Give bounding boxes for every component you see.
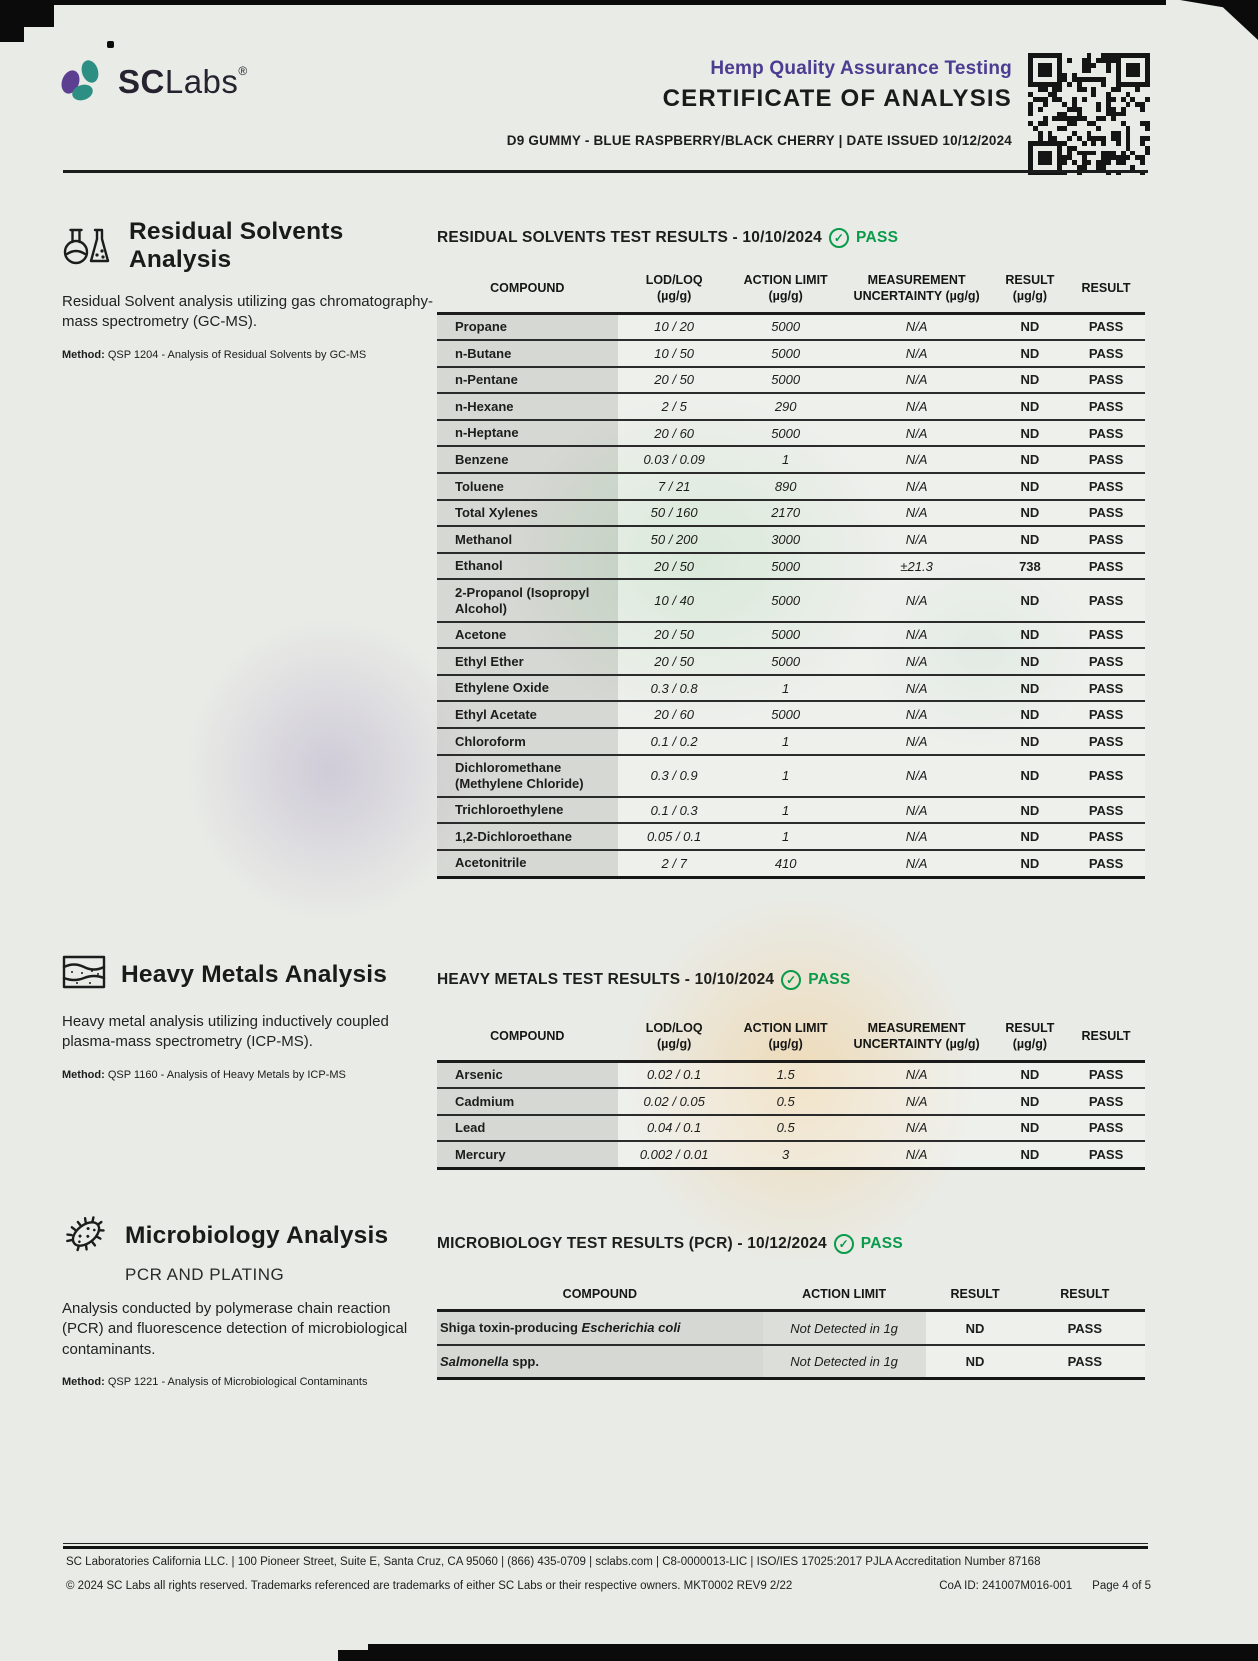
- cell-status: PASS: [1067, 850, 1145, 877]
- table-row: [437, 393, 1145, 420]
- cell-uncertainty: N/A: [841, 622, 993, 649]
- brand-sc: SC: [118, 63, 165, 100]
- scan-artifact-top-right: [1180, 0, 1258, 40]
- cell-lod-loq: 10 / 20: [618, 313, 731, 340]
- table-row: [437, 1088, 1145, 1115]
- cell-compound: Toluene: [437, 473, 618, 500]
- microbe-icon: [62, 1210, 110, 1261]
- cell-result: ND: [993, 367, 1067, 394]
- cell-status: PASS: [1067, 1061, 1145, 1088]
- cell-compound: 1,2-Dichloroethane: [437, 823, 618, 850]
- cell-result: ND: [993, 313, 1067, 340]
- cell-status: PASS: [1067, 420, 1145, 447]
- cell-uncertainty: N/A: [841, 701, 993, 728]
- cell-result: ND: [993, 473, 1067, 500]
- cell-status: PASS: [1025, 1311, 1145, 1345]
- table-row: [437, 1345, 1145, 1379]
- cell-action-limit: 5000: [731, 648, 841, 675]
- column-header: ACTION LIMIT (µg/g): [743, 273, 828, 304]
- cell-lod-loq: 20 / 50: [618, 553, 731, 580]
- cell-action-limit: 1: [731, 823, 841, 850]
- method-line: [62, 1376, 434, 1388]
- cell-action-limit: 1: [731, 728, 841, 755]
- cell-uncertainty: N/A: [841, 755, 993, 797]
- cell-uncertainty: N/A: [841, 420, 993, 447]
- cell-compound: n-Pentane: [437, 367, 618, 394]
- column-header: MEASUREMENT UNCERTAINTY (µg/g): [853, 273, 980, 304]
- pass-check-icon: ✓: [834, 1234, 854, 1254]
- cell-compound: n-Hexane: [437, 393, 618, 420]
- cell-action-limit: 3: [731, 1141, 841, 1168]
- cell-status: PASS: [1067, 728, 1145, 755]
- table-row: [437, 797, 1145, 824]
- cell-result: ND: [993, 850, 1067, 877]
- section-title: Residual Solvents Analysis: [129, 218, 344, 273]
- cell-compound: Acetonitrile: [437, 850, 618, 877]
- scan-artifact-bottom-bar: [368, 1644, 1258, 1661]
- cell-action-limit: 1: [731, 797, 841, 824]
- pass-check-icon: ✓: [829, 228, 849, 248]
- cell-status: PASS: [1067, 340, 1145, 367]
- cell-lod-loq: 20 / 50: [618, 648, 731, 675]
- cell-compound: Ethanol: [437, 553, 618, 580]
- cell-action-limit: 1.5: [731, 1061, 841, 1088]
- scan-artifact-dot: [107, 41, 114, 48]
- cell-action-limit: 410: [731, 850, 841, 877]
- column-header: LOD/LOQ (µg/g): [645, 273, 703, 304]
- cell-lod-loq: 0.04 / 0.1: [618, 1115, 731, 1142]
- section-description: Heavy metal analysis utilizing inductively coupled plasma-mass spectrometry (ICP-MS).: [62, 1013, 389, 1051]
- cell-lod-loq: 10 / 40: [618, 579, 731, 621]
- cell-result: ND: [993, 420, 1067, 447]
- cell-status: PASS: [1067, 367, 1145, 394]
- cell-lod-loq: 20 / 60: [618, 420, 731, 447]
- cell-compound: Ethylene Oxide: [437, 675, 618, 702]
- cell-uncertainty: N/A: [841, 1141, 993, 1168]
- cell-compound: Dichloromethane (Methylene Chloride): [437, 755, 618, 797]
- section-residual-solvents-info: [62, 218, 434, 361]
- cell-status: PASS: [1067, 446, 1145, 473]
- cell-status: PASS: [1067, 313, 1145, 340]
- footer-lab-info: SC Laboratories California LLC. | 100 Pioneer Street, Suite E, Santa Cruz, CA 95060 | (866) 435-0709 | sclabs.com | C8-0000013-LIC | ISO/IES 17025:2017 PJLA Accreditation Number 87168: [66, 1556, 1041, 1568]
- cell-status: PASS: [1067, 823, 1145, 850]
- cell-uncertainty: N/A: [841, 1088, 993, 1115]
- pass-label: PASS: [856, 229, 899, 246]
- cell-action-limit: Not Detected in 1g: [763, 1345, 926, 1379]
- qr-code: [1028, 53, 1150, 175]
- pass-label: PASS: [808, 971, 851, 988]
- cell-status: PASS: [1067, 755, 1145, 797]
- section-subtitle: PCR AND PLATING: [125, 1265, 285, 1284]
- cell-action-limit: 3000: [731, 526, 841, 553]
- cell-compound: Total Xylenes: [437, 500, 618, 527]
- cell-uncertainty: N/A: [841, 675, 993, 702]
- scan-artifact-top-left-2: [0, 0, 24, 42]
- column-header: MEASUREMENT UNCERTAINTY (µg/g): [853, 1021, 980, 1052]
- cell-result: ND: [993, 500, 1067, 527]
- cell-lod-loq: 20 / 60: [618, 701, 731, 728]
- table-row: [437, 579, 1145, 621]
- cell-lod-loq: 0.1 / 0.2: [618, 728, 731, 755]
- cell-action-limit: 1: [731, 755, 841, 797]
- cell-action-limit: 1: [731, 446, 841, 473]
- column-header: RESULT: [1081, 1029, 1131, 1044]
- cell-action-limit: 5000: [731, 340, 841, 367]
- cell-compound: Benzene: [437, 446, 618, 473]
- table-row: [437, 1061, 1145, 1088]
- cell-compound: Arsenic: [437, 1061, 618, 1088]
- table-header-row: [437, 268, 1145, 313]
- cell-result: ND: [993, 1115, 1067, 1142]
- results-title: [437, 970, 1145, 990]
- cell-compound: n-Butane: [437, 340, 618, 367]
- cell-result: ND: [926, 1345, 1025, 1379]
- sc-labs-logo: [62, 60, 248, 104]
- cell-status: PASS: [1067, 622, 1145, 649]
- cell-compound: 2-Propanol (Isopropyl Alcohol): [437, 579, 618, 621]
- table-row: [437, 526, 1145, 553]
- method-label: Method:: [62, 348, 105, 361]
- column-header: RESULT: [1060, 1287, 1110, 1301]
- pass-label: PASS: [860, 1235, 904, 1252]
- cell-status: PASS: [1025, 1345, 1145, 1379]
- table-row: [437, 675, 1145, 702]
- cell-uncertainty: N/A: [841, 1115, 993, 1142]
- cell-action-limit: 890: [731, 473, 841, 500]
- cell-uncertainty: N/A: [841, 393, 993, 420]
- method-line: [62, 349, 434, 361]
- table-row: [437, 420, 1145, 447]
- cell-lod-loq: 20 / 50: [618, 622, 731, 649]
- brand-labs: Labs: [164, 63, 239, 100]
- cell-lod-loq: 0.1 / 0.3: [618, 797, 731, 824]
- cell-lod-loq: 0.3 / 0.9: [618, 755, 731, 797]
- cell-action-limit: 290: [731, 393, 841, 420]
- cell-action-limit: 2170: [731, 500, 841, 527]
- scan-artifact-top-line: [26, 0, 1166, 5]
- table-row: [437, 446, 1145, 473]
- cell-uncertainty: N/A: [841, 446, 993, 473]
- cell-status: PASS: [1067, 701, 1145, 728]
- results-title: [437, 1234, 1145, 1254]
- cell-compound: Lead: [437, 1115, 618, 1142]
- cell-action-limit: Not Detected in 1g: [763, 1311, 926, 1345]
- table-row: [437, 1141, 1145, 1168]
- cell-status: PASS: [1067, 648, 1145, 675]
- cell-uncertainty: N/A: [841, 500, 993, 527]
- cell-result: ND: [993, 622, 1067, 649]
- column-header: RESULT (µg/g): [1005, 1021, 1055, 1052]
- cell-result: ND: [993, 823, 1067, 850]
- header-divider: [63, 170, 1148, 173]
- cell-lod-loq: 0.03 / 0.09: [618, 446, 731, 473]
- cell-status: PASS: [1067, 1088, 1145, 1115]
- column-header: RESULT (µg/g): [1005, 273, 1055, 304]
- method-text: QSP 1221 - Analysis of Microbiological Contaminants: [107, 1375, 368, 1388]
- cell-result: ND: [993, 701, 1067, 728]
- column-header: ACTION LIMIT (µg/g): [743, 1021, 828, 1052]
- cell-result: ND: [993, 1088, 1067, 1115]
- cell-result: ND: [993, 1141, 1067, 1168]
- cell-action-limit: 1: [731, 675, 841, 702]
- cell-action-limit: 5000: [731, 579, 841, 621]
- cell-result: ND: [993, 797, 1067, 824]
- cell-compound: Chloroform: [437, 728, 618, 755]
- section-description: Residual Solvent analysis utilizing gas chromatography-mass spectrometry (GC-MS).: [62, 293, 434, 331]
- cell-status: PASS: [1067, 393, 1145, 420]
- results-title-text: RESIDUAL SOLVENTS TEST RESULTS - 10/10/2024: [437, 229, 823, 246]
- footer-divider: [63, 1543, 1148, 1549]
- table-row: [437, 728, 1145, 755]
- heavy-metals-table: [437, 1016, 1145, 1170]
- cell-uncertainty: N/A: [841, 367, 993, 394]
- column-header: COMPOUND: [490, 281, 565, 296]
- brand-registered-mark: ®: [238, 64, 248, 78]
- table-row: [437, 500, 1145, 527]
- column-header: ACTION LIMIT: [802, 1287, 887, 1301]
- program-title: Hemp Quality Assurance Testing: [710, 58, 1012, 79]
- cell-compound: Shiga toxin-producing Escherichia coli: [437, 1311, 763, 1345]
- page-number: Page 4 of 5: [1092, 1580, 1151, 1592]
- cell-result: ND: [993, 675, 1067, 702]
- footer-copyright: © 2024 SC Labs all rights reserved. Trademarks referenced are trademarks of either SC Labs or their respective owners. MKT0002 REV9 2/22: [66, 1580, 793, 1592]
- footer-legal: [66, 1580, 1151, 1592]
- table-row: [437, 648, 1145, 675]
- cell-compound: Ethyl Ether: [437, 648, 618, 675]
- table-row: [437, 553, 1145, 580]
- cell-uncertainty: N/A: [841, 313, 993, 340]
- cell-lod-loq: 50 / 160: [618, 500, 731, 527]
- cell-result: ND: [993, 579, 1067, 621]
- section-title: Microbiology Analysis: [125, 1221, 389, 1249]
- section-residual-solvents-results: [437, 228, 1145, 879]
- pass-check-icon: ✓: [781, 970, 801, 990]
- cell-compound: Cadmium: [437, 1088, 618, 1115]
- section-microbiology-info: [62, 1210, 434, 1388]
- table-row: [437, 313, 1145, 340]
- method-text: QSP 1160 - Analysis of Heavy Metals by ICP-MS: [107, 1068, 346, 1081]
- section-heavy-metals-results: [437, 970, 1145, 1170]
- results-title: [437, 228, 1145, 248]
- cell-action-limit: 5000: [731, 367, 841, 394]
- table-row: [437, 1115, 1145, 1142]
- cell-compound: Acetone: [437, 622, 618, 649]
- cell-compound: Methanol: [437, 526, 618, 553]
- cell-status: PASS: [1067, 797, 1145, 824]
- certificate-title: CERTIFICATE OF ANALYSIS: [662, 85, 1012, 112]
- product-line: D9 GUMMY - BLUE RASPBERRY/BLACK CHERRY | DATE ISSUED 10/12/2024: [506, 133, 1012, 148]
- cell-uncertainty: N/A: [841, 526, 993, 553]
- method-text: QSP 1204 - Analysis of Residual Solvents by GC-MS: [107, 348, 367, 361]
- cell-uncertainty: N/A: [841, 728, 993, 755]
- sediment-layers-icon: [62, 955, 106, 994]
- cell-result: ND: [993, 526, 1067, 553]
- cell-lod-loq: 7 / 21: [618, 473, 731, 500]
- cell-uncertainty: N/A: [841, 473, 993, 500]
- cell-lod-loq: 2 / 7: [618, 850, 731, 877]
- cell-uncertainty: N/A: [841, 340, 993, 367]
- cell-result: ND: [993, 1061, 1067, 1088]
- column-header: COMPOUND: [562, 1287, 637, 1301]
- cell-result: ND: [993, 755, 1067, 797]
- coa-id: CoA ID: 241007M016-001: [939, 1580, 1073, 1592]
- cell-status: PASS: [1067, 526, 1145, 553]
- cell-compound: Ethyl Acetate: [437, 701, 618, 728]
- cell-lod-loq: 10 / 50: [618, 340, 731, 367]
- table-row: [437, 850, 1145, 877]
- cell-compound: Propane: [437, 313, 618, 340]
- method-line: [62, 1069, 434, 1081]
- table-row: [437, 367, 1145, 394]
- cell-uncertainty: N/A: [841, 797, 993, 824]
- cell-lod-loq: 50 / 200: [618, 526, 731, 553]
- logo-mark: [62, 60, 106, 104]
- cell-action-limit: 0.5: [731, 1115, 841, 1142]
- table-row: [437, 755, 1145, 797]
- section-description: Analysis conducted by polymerase chain reaction (PCR) and fluorescence detection of microbiological contaminants.: [62, 1300, 408, 1358]
- cell-compound: Trichloroethylene: [437, 797, 618, 824]
- table-header-row: [437, 1016, 1145, 1061]
- results-title-text: MICROBIOLOGY TEST RESULTS (PCR) - 10/12/2024: [437, 1235, 827, 1252]
- table-row: [437, 701, 1145, 728]
- cell-action-limit: 5000: [731, 622, 841, 649]
- cell-status: PASS: [1067, 500, 1145, 527]
- cell-status: PASS: [1067, 675, 1145, 702]
- cell-status: PASS: [1067, 579, 1145, 621]
- cell-lod-loq: 0.02 / 0.1: [618, 1061, 731, 1088]
- cell-result: ND: [993, 393, 1067, 420]
- cell-uncertainty: N/A: [841, 579, 993, 621]
- cell-status: PASS: [1067, 553, 1145, 580]
- cell-status: PASS: [1067, 1115, 1145, 1142]
- cell-compound: n-Heptane: [437, 420, 618, 447]
- section-microbiology-results: [437, 1234, 1145, 1380]
- method-label: Method:: [62, 1375, 105, 1388]
- section-heavy-metals-info: [62, 955, 434, 1081]
- column-header: COMPOUND: [490, 1029, 565, 1044]
- cell-action-limit: 0.5: [731, 1088, 841, 1115]
- cell-compound: Mercury: [437, 1141, 618, 1168]
- cell-result: ND: [926, 1311, 1025, 1345]
- table-row: [437, 622, 1145, 649]
- residual-solvents-table: [437, 268, 1145, 879]
- cell-status: PASS: [1067, 473, 1145, 500]
- cell-action-limit: 5000: [731, 701, 841, 728]
- column-header: RESULT: [950, 1287, 1000, 1301]
- cell-lod-loq: 0.002 / 0.01: [618, 1141, 731, 1168]
- cell-uncertainty: N/A: [841, 1061, 993, 1088]
- column-header: LOD/LOQ (µg/g): [645, 1021, 703, 1052]
- cell-uncertainty: N/A: [841, 823, 993, 850]
- brand-text: [118, 63, 248, 101]
- cell-uncertainty: ±21.3: [841, 553, 993, 580]
- method-label: Method:: [62, 1068, 105, 1081]
- cell-compound: Salmonella spp.: [437, 1345, 763, 1379]
- cell-action-limit: 5000: [731, 553, 841, 580]
- cell-result: ND: [993, 728, 1067, 755]
- section-title: Heavy Metals Analysis: [121, 960, 388, 988]
- microbiology-table: [437, 1282, 1145, 1380]
- cell-lod-loq: 0.3 / 0.8: [618, 675, 731, 702]
- logo-blob-teal-top: [79, 58, 101, 85]
- cell-lod-loq: 0.05 / 0.1: [618, 823, 731, 850]
- cell-uncertainty: N/A: [841, 850, 993, 877]
- cell-result: 738: [993, 553, 1067, 580]
- cell-lod-loq: 0.02 / 0.05: [618, 1088, 731, 1115]
- cell-action-limit: 5000: [731, 420, 841, 447]
- table-row: [437, 340, 1145, 367]
- cell-result: ND: [993, 340, 1067, 367]
- table-header-row: [437, 1282, 1145, 1311]
- table-row: [437, 1311, 1145, 1345]
- cell-result: ND: [993, 648, 1067, 675]
- results-title-text: HEAVY METALS TEST RESULTS - 10/10/2024: [437, 971, 775, 988]
- flask-icon: [62, 221, 114, 272]
- cell-uncertainty: N/A: [841, 648, 993, 675]
- cell-lod-loq: 2 / 5: [618, 393, 731, 420]
- table-row: [437, 823, 1145, 850]
- column-header: RESULT: [1081, 281, 1131, 296]
- cell-lod-loq: 20 / 50: [618, 367, 731, 394]
- scan-artifact-bottom-bar-2: [338, 1650, 378, 1661]
- cell-result: ND: [993, 446, 1067, 473]
- cell-status: PASS: [1067, 1141, 1145, 1168]
- cell-action-limit: 5000: [731, 313, 841, 340]
- table-row: [437, 473, 1145, 500]
